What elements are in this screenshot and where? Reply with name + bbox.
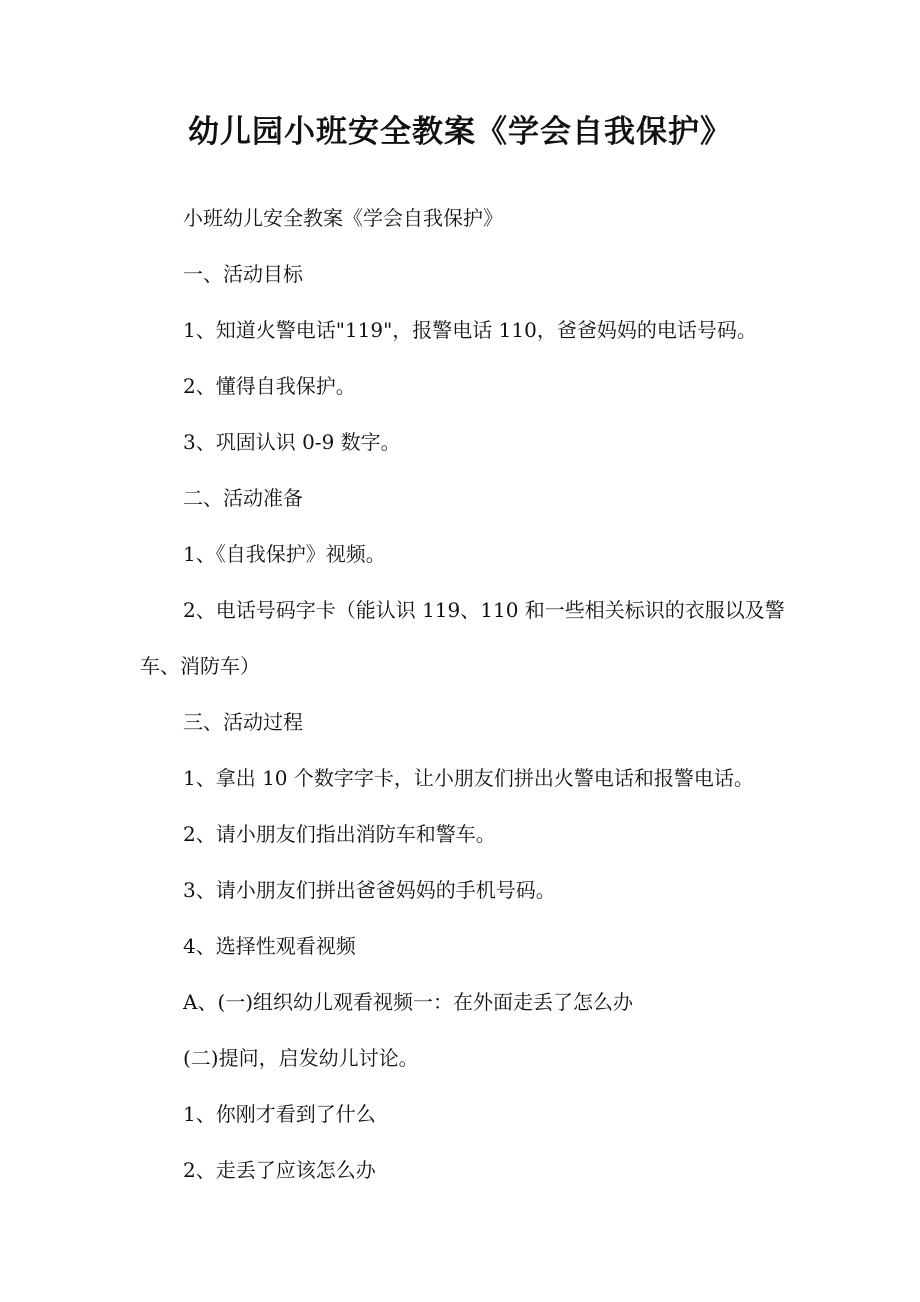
paragraph: 2、请小朋友们指出消防车和警车。 [183,822,496,846]
paragraph: 1、拿出 10 个数字字卡，让小朋友们拼出火警电话和报警电话。 [183,766,754,790]
section-heading-process: 三、活动过程 [183,710,303,734]
section-heading-goals: 一、活动目标 [183,262,303,286]
paragraph: 1、你刚才看到了什么 [183,1102,376,1126]
paragraph: 3、巩固认识 0-9 数字。 [183,430,401,454]
paragraph: 1、知道火警电话"119"，报警电话 110，爸爸妈妈的电话号码。 [183,318,757,342]
paragraph: 2、懂得自我保护。 [183,374,356,398]
paragraph-subtitle: 小班幼儿安全教案《学会自我保护》 [183,206,503,230]
paragraph: 2、走丢了应该怎么办 [183,1158,376,1182]
section-heading-preparation: 二、活动准备 [183,486,303,510]
document-body [140,190,790,1198]
document-title: 幼儿园小班安全教案《学会自我保护》 [188,114,732,150]
paragraph: 2、电话号码字卡（能认识 119、110 和一些相关标识的衣服以及警车、消防车） [140,598,785,678]
paragraph: 4、选择性观看视频 [183,934,356,958]
paragraph: A、(一)组织幼儿观看视频一：在外面走丢了怎么办 [183,990,634,1014]
paragraph: (二)提问，启发幼儿讨论。 [183,1046,419,1070]
paragraph: 3、请小朋友们拼出爸爸妈妈的手机号码。 [183,878,556,902]
paragraph: 1、《自我保护》视频。 [183,542,386,566]
